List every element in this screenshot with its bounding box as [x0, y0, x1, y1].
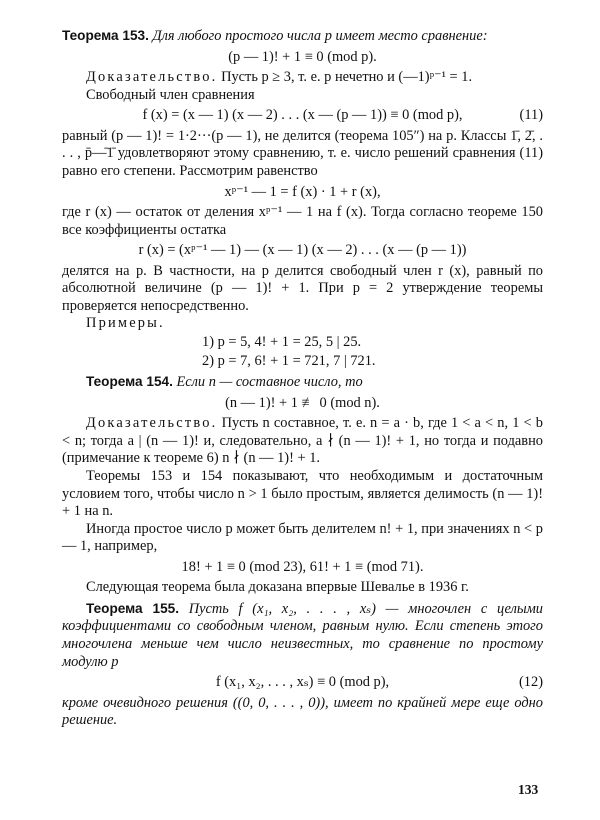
- paragraph-6: Следующая теорема была доказана впервые Шевалье в 1936 г.: [86, 579, 469, 596]
- paragraph-3: делятся на p. В частности, на p делится свободный член r (x), равный по абсолютной величине (p — 1)! + 1. При p = 2 утверждение теоремы проверяется непосредственно.: [62, 262, 543, 314]
- page-number: 133: [518, 782, 539, 797]
- theorem-155-label: Теорема 155.: [86, 600, 179, 616]
- proof-153-text: Пусть p ≥ 3, т. е. p нечетно и (—1)ᵖ⁻¹ = 1.: [221, 69, 473, 86]
- equation-11: [62, 107, 543, 125]
- equation-11-formula: f (x) = (x — 1) (x — 2) . . . (x — (p — 1)) ≡ 0 (mod p),: [142, 107, 463, 124]
- theorem-154: [62, 374, 543, 392]
- free-term-intro: Свободный член сравнения: [86, 86, 255, 103]
- equation-12-number: (12): [519, 674, 543, 691]
- equation-12-formula: f (x₁, x₂, . . . , xₛ) ≡ 0 (mod p),: [215, 674, 390, 691]
- equation-r: r (x) = (xᵖ⁻¹ — 1) — (x — 1) (x — 2) . . . (x — (p — 1)): [138, 242, 467, 259]
- theorem-153-formula: (p — 1)! + 1 ≡ 0 (mod p).: [228, 48, 377, 65]
- equation-12: [62, 674, 543, 692]
- equation-examples: 18! + 1 ≡ 0 (mod 23), 61! + 1 ≡ (mod 71).: [181, 558, 424, 575]
- equation-remainder: xᵖ⁻¹ — 1 = f (x) · 1 + r (x),: [224, 183, 381, 200]
- proof-154-text: Пусть n составное, т. е. n = a · b, где 1 < a < n, 1 < b < n; тогда a | (n — 1)! и, следовательно, a ∤ (n — 1)! + 1, но тогда и подавно (примечание к теореме 6) n ∤ (n — 1)! + 1.: [62, 415, 543, 467]
- proof-154: [62, 415, 543, 468]
- equation-11-number: (11): [519, 107, 543, 124]
- proof-154-word: Доказательство.: [86, 415, 218, 432]
- book-page: [62, 24, 543, 730]
- paragraph-1: равный (p — 1)! = 1·2···(p — 1), не делится (теорема 105″) на p. Классы 1̄, 2̄, . . . , p̄—̄1̄ удовлетворяют этому сравнению, т. е. число решений сравнения (11) равно его степени. Рассмотрим равенство: [62, 127, 543, 179]
- examples-heading: Примеры.: [86, 315, 165, 332]
- example-1: 1) p = 5, 4! + 1 = 25, 5 | 25.: [202, 334, 362, 350]
- theorem-153: [62, 28, 543, 46]
- theorem-153-statement: Для любого простого числа p имеет место сравнение:: [152, 28, 488, 44]
- theorem-155-statement: Пусть f (x₁, x₂, . . . , xₛ) — многочлен с целыми коэффициентами со свободным членом, равным нулю. Если степень этого многочлена меньше чем число неизвестных, то сравнение по простому модулю p: [62, 600, 543, 670]
- example-2: 2) p = 7, 6! + 1 = 721, 7 | 721.: [202, 352, 376, 369]
- theorem-154-statement: Если n — составное число, то: [176, 374, 363, 391]
- theorem-153-label: Теорема 153.: [62, 28, 149, 43]
- theorem-155: [62, 601, 543, 671]
- proof-153-word: Доказательство.: [86, 69, 218, 86]
- proof-153: [62, 69, 543, 87]
- theorem-154-label: Теорема 154.: [86, 374, 173, 390]
- paragraph-4: Теоремы 153 и 154 показывают, что необходимым и достаточным условием того, чтобы число n > 1 было простым, является делимость (n — 1)! + 1 на n.: [62, 467, 543, 520]
- paragraph-5: Иногда простое число p может быть делителем n! + 1, при значениях n < p — 1, например,: [62, 520, 543, 555]
- paragraph-2: где r (x) — остаток от деления xᵖ⁻¹ — 1 на f (x). Тогда согласно теореме 150 все коэффициенты остатка: [62, 204, 543, 238]
- theorem-155-tail: кроме очевидного решения ((0, 0, . . . , 0)), имеет по крайней мере еще одно решение.: [62, 694, 543, 729]
- theorem-154-formula: (n — 1)! + 1 ≢ 0 (mod n).: [225, 394, 380, 411]
